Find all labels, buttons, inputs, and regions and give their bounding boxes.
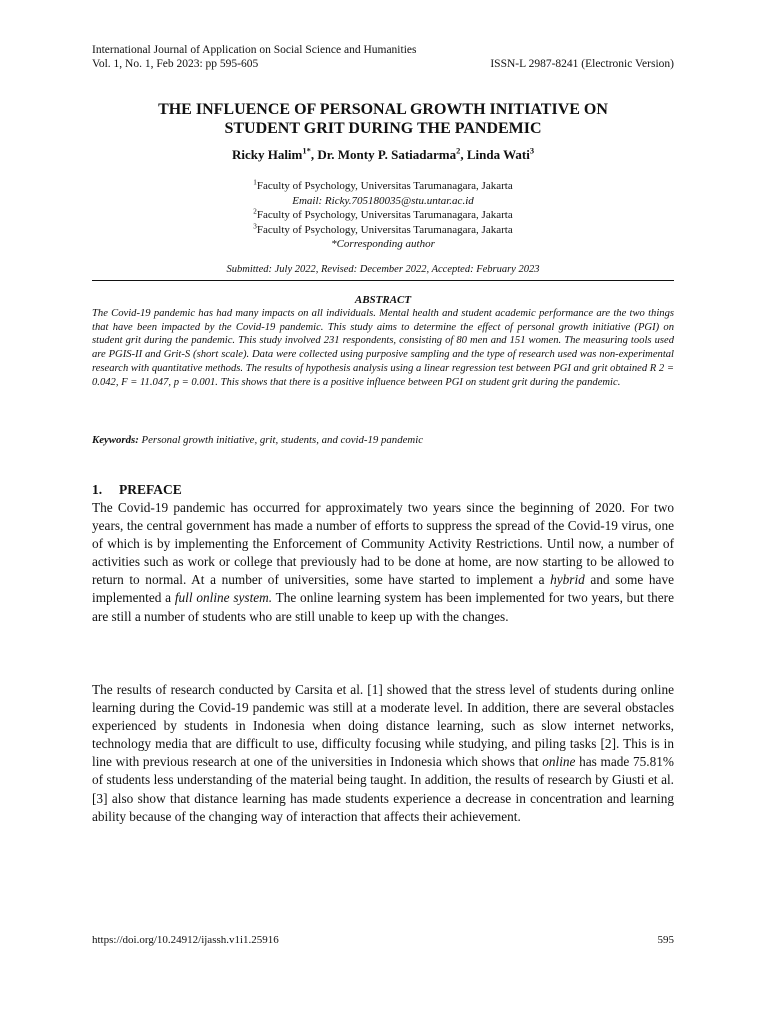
section-title: PREFACE [119,482,182,497]
affiliation-1: $^1$Faculty of Psychology, Universitas Tarumanagara, Jakarta [253,178,513,192]
author-1: Ricky Halim [231,147,303,162]
abstract-text: The Covid-19 pandemic has had many impacts on all individuals. Mental health and student academic performance are the two things that have been impacted by the Covid-19 pandemic. This study aims to determine the effect of personal growth initiative (PGI) on student grit during the pandemic. This study involved 231 respondents, consisting of 80 men and 151 women. The measuring tools used are PGIS-II and Grit-S (short scale). Data were collected using purposive sampling and the type of research used was non-experimental research with quantitative methods. The results of hypothesis analysis using a linear regression test between PGI and grit obtained R 2 = 0.042, F = 11.047, p = 0.001. This shows that there is a positive influence between PGI on student grit during the pandemic. [92,308,674,388]
volume-info: Vol. 1, No. 1, Feb 2023: pp 595-605 [92,58,259,70]
abstract-heading: ABSTRACT [354,294,412,306]
keywords-label: Keywords: [92,434,139,446]
title-line-1: THE INFLUENCE OF PERSONAL GROWTH INITIATIVE ON [158,101,608,118]
affiliation-3: $^3$Faculty of Psychology, Universitas Tarumanagara, Jakarta [253,222,513,236]
paper-page [92,0,674,1024]
author-3-sup: 3 [529,145,535,156]
author-1-sup: 1* [302,145,311,156]
header-divider [92,280,674,281]
section-number: 1. [92,482,103,497]
paragraph-2: The results of research conducted by Carsita et al. [1] showed that the stress level of students during online learning during the Covid-19 pandemic was still at a moderate level. In addition, there are several obstacles experienced by students in Indonesia when doing distance learning, such as slow internet networks, technology media that are difficult to use, difficulty focusing while studying, and piling tasks [2]. This is in line with previous research at one of the universities in Indonesia which shows that online has made 75.81% of students less understanding of the material being taught. In addition, the results of research by Giusti et al. [3] also show that distance learning has made students experience a decrease in concentration and learning ability because of the changing way of interaction that affects their achievement. [92,682,674,824]
page-footer [92,934,674,946]
author-2-sup: 2 [456,145,461,156]
author-3: , Linda Wati [460,147,530,162]
hybrid-term: hybrid [550,572,585,588]
author-2: , Dr. Monty P. Satiadarma [310,147,457,162]
journal-name: International Journal of Application on Social Science and Humanities [92,44,417,56]
affiliation-2: $^2$Faculty of Psychology, Universitas Tarumanagara, Jakarta [253,207,513,222]
running-header [92,43,674,71]
keywords [92,434,674,446]
paragraph-1: The Covid-19 pandemic has occurred for approximately two years since the beginning of 2020. For two years, the central government has made a number of efforts to suppress the spread of the Covid-19 virus, one of which is by implementing the Enforcement of Community Activity Restrictions. Until now, a number of activities such as work or college that previously had to be done at home, are now starting to be allowed to return to normal. At a number of universities, some have started to implement a hybrid and some have implemented a full online system. The online learning system has been implemented for two years, but there are still a number of students who are still unable to keep up with the changes. [92,500,674,624]
issn-info: ISSN-L 2987-8241 (Electronic Version) [490,58,674,70]
paper-title [92,100,674,138]
affiliations [92,179,674,252]
title-line-2: STUDENT GRIT DURING THE PANDEMIC [224,120,542,137]
full-online-term: full online system. [174,590,273,606]
author-email: Email: Ricky.705180035@stu.untar.ac.id [292,194,474,207]
section-heading [92,482,182,498]
corresponding-note: *Corresponding author [331,238,435,251]
keywords-text: Personal growth initiative, grit, students, and covid-19 pandemic [138,434,423,446]
submission-dates: Submitted: July 2022, Revised: December 2022, Accepted: February 2023 [226,264,540,275]
author-list [92,147,674,163]
doi-link[interactable]: https://doi.org/10.24912/ijassh.v1i1.25916 [92,934,279,946]
page-number: 595 [657,934,674,946]
online-term: online [542,754,576,770]
